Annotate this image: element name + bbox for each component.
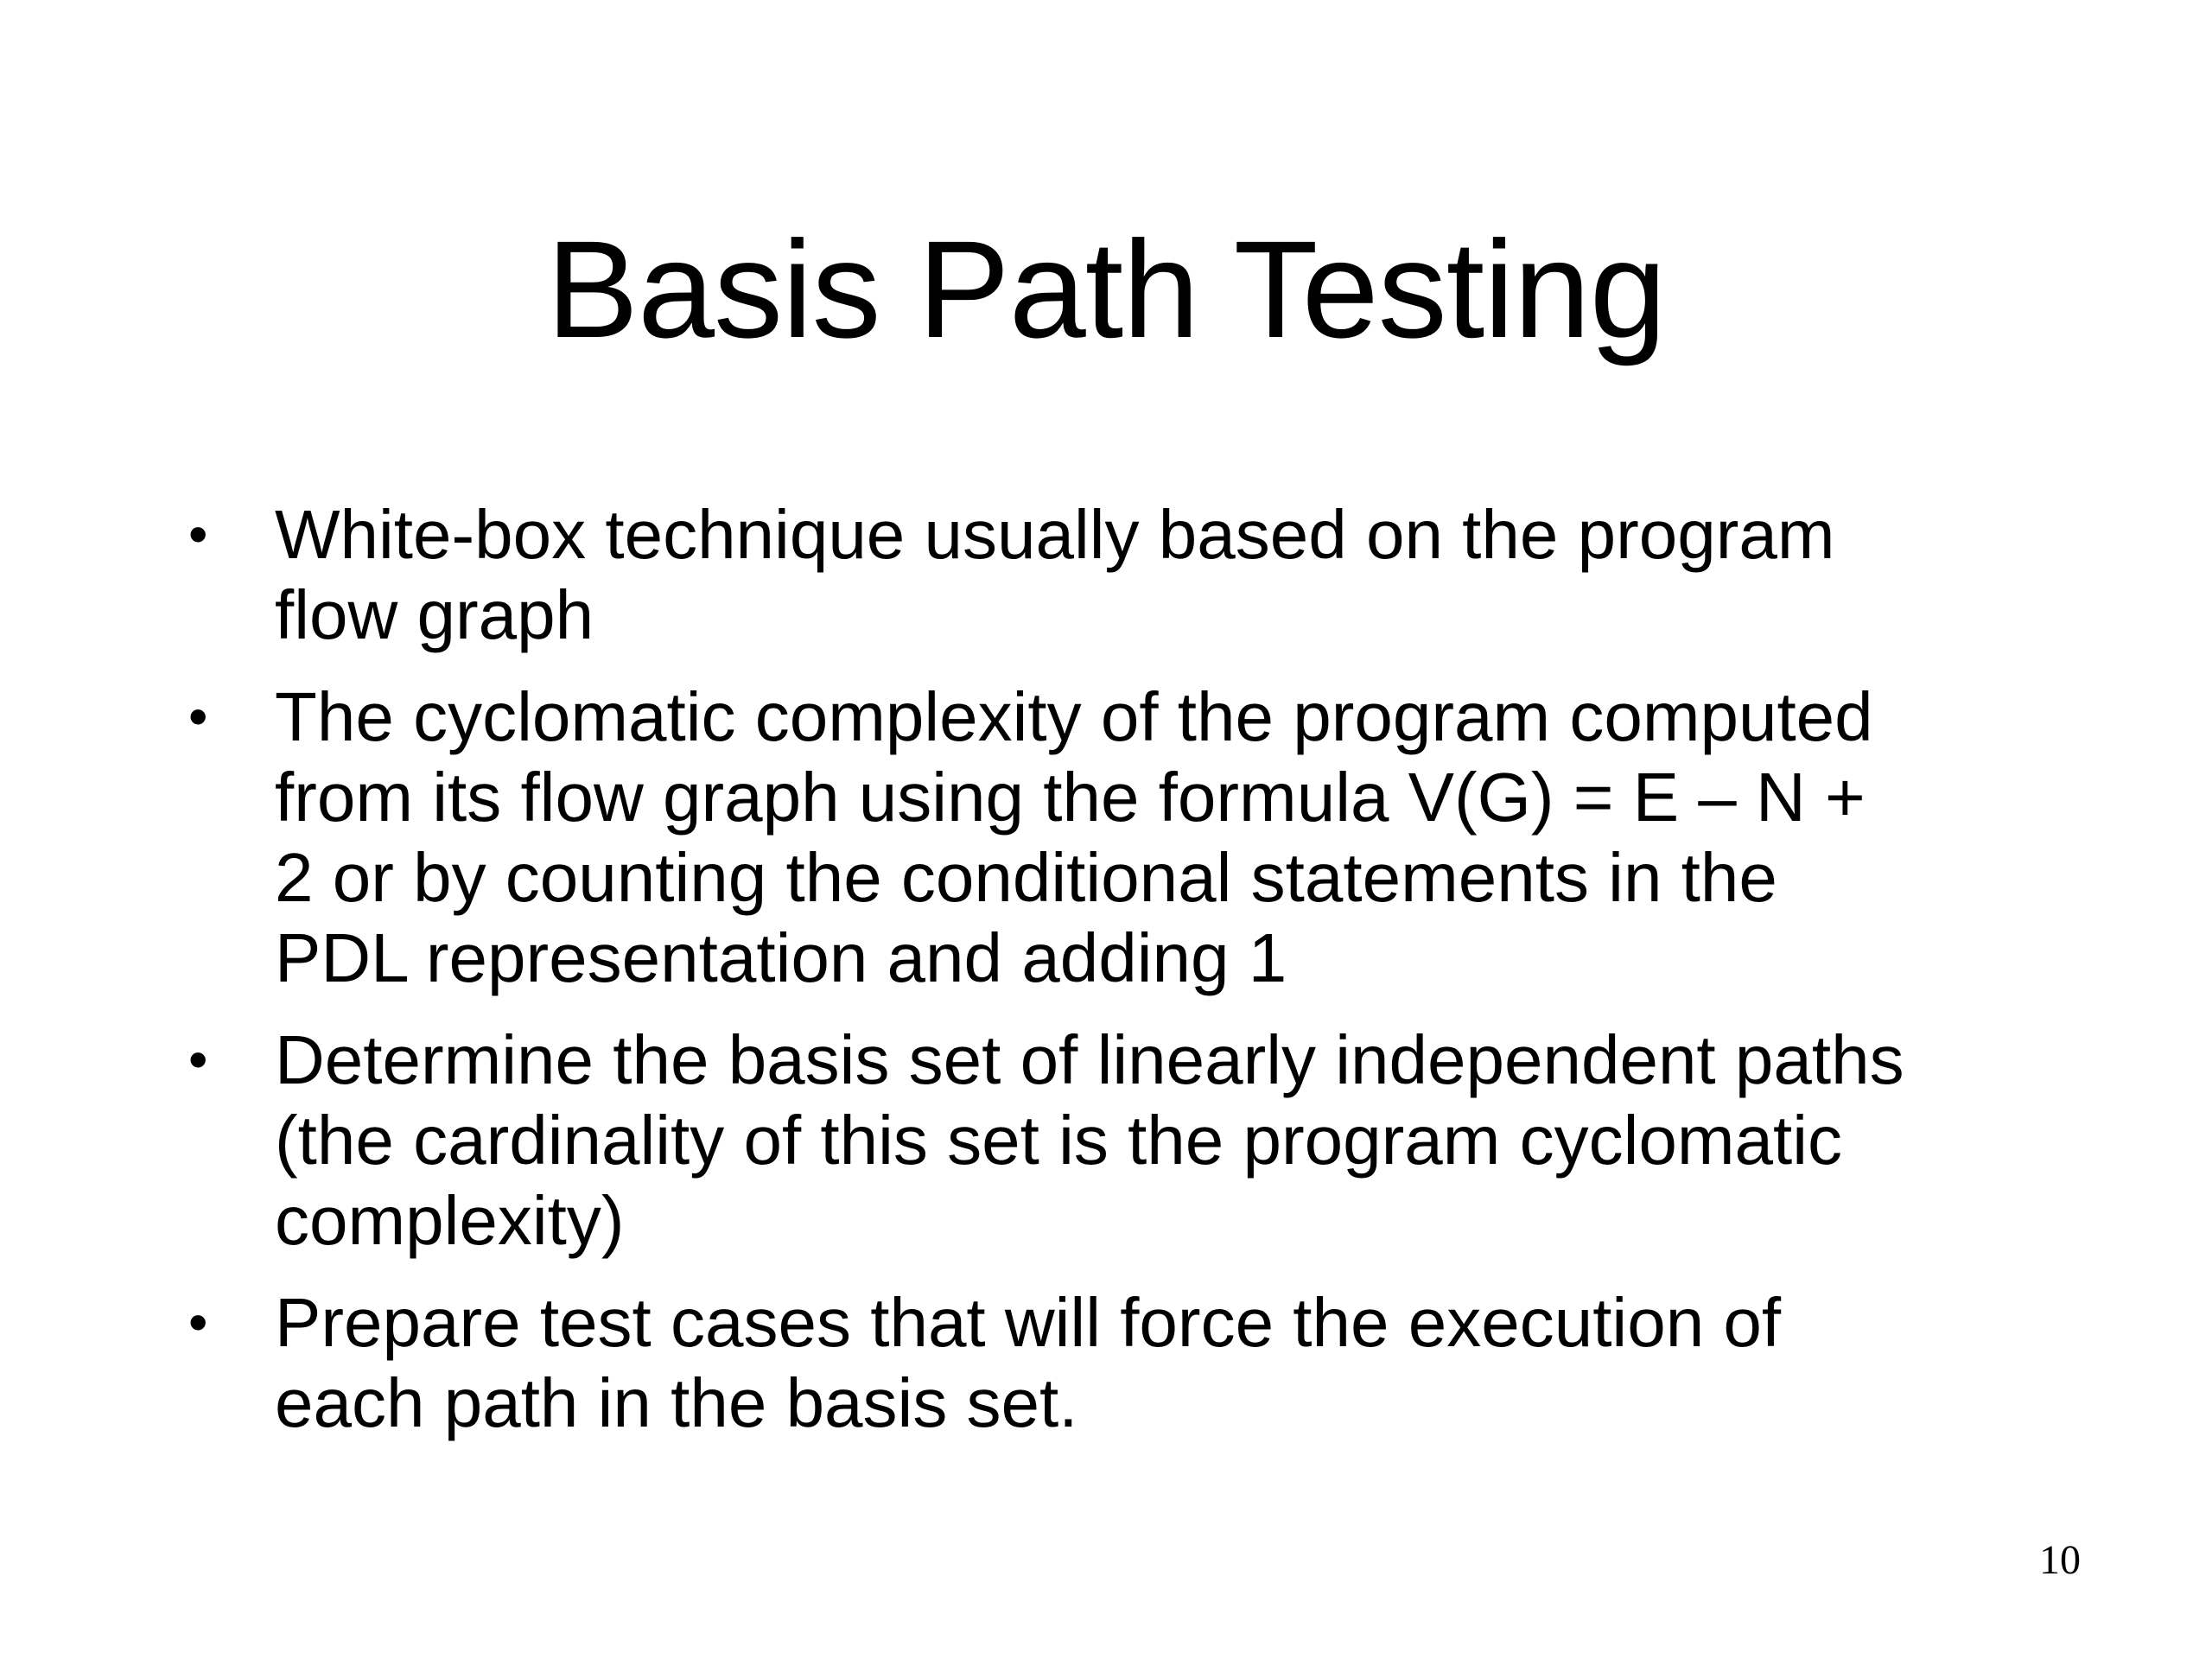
bullet-list bbox=[188, 494, 2107, 1465]
bullet-item bbox=[188, 1020, 2107, 1261]
bullet-text: Determine the basis set of linearly independent paths (the cardinality of this set is the program cyclomatic complexity) bbox=[275, 1021, 1904, 1259]
bullet-marker: • bbox=[188, 685, 208, 747]
bullet-item bbox=[188, 494, 2107, 655]
bullet-marker: • bbox=[188, 1291, 208, 1353]
bullet-item bbox=[188, 1282, 2107, 1443]
bullet-marker: • bbox=[188, 1028, 208, 1090]
slide-title: Basis Path Testing bbox=[546, 212, 1666, 366]
bullet-item bbox=[188, 677, 2107, 998]
bullet-text: The cyclomatic complexity of the program computed from its flow graph using the formula V(G) = E – N + 2 or by counting the conditional statements in the PDL representation and adding 1 bbox=[275, 678, 1873, 996]
bullet-marker: • bbox=[188, 503, 208, 565]
bullet-text: Prepare test cases that will force the execution of each path in the basis set. bbox=[275, 1284, 1782, 1441]
bullet-text: White-box technique usually based on the program flow graph bbox=[275, 496, 1835, 653]
page-number: 10 bbox=[2039, 1537, 2081, 1583]
